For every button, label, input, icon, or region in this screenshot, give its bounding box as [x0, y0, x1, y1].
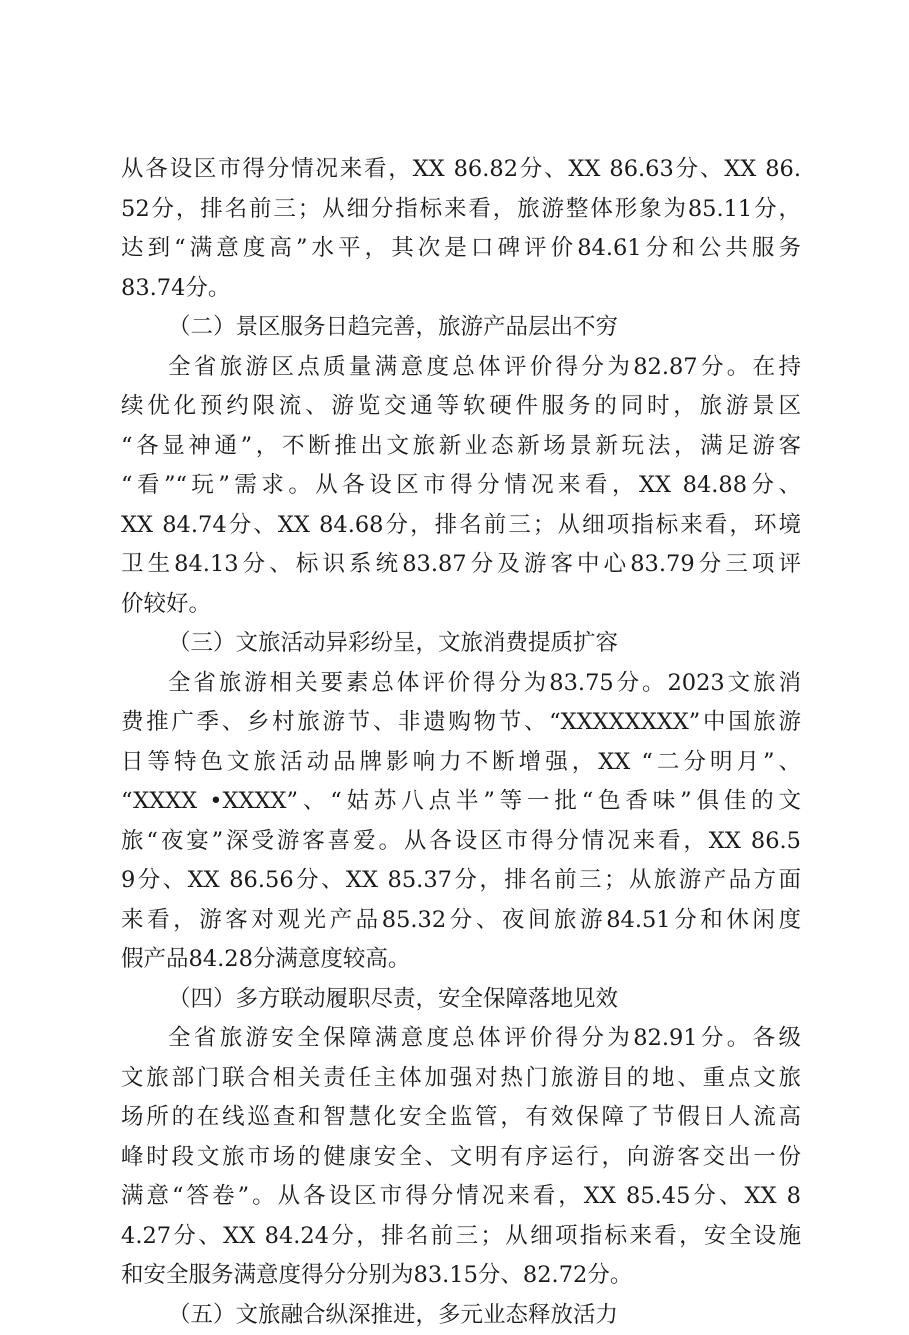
text-line: 续优化预约限流、游览交通等软硬件服务的同时，旅游景区 [121, 387, 801, 427]
text-line: 从各设区市得分情况来看，XX 86.82分、XX 86.63分、XX 86. [121, 150, 801, 190]
text-line: 4.27分、XX 84.24分，排名前三；从细项指标来看，安全设施 [121, 1217, 801, 1257]
text-line: “看”“玩”需求。从各设区市得分情况来看，XX 84.88分、 [121, 466, 801, 506]
text-line: 9分、XX 86.56分、XX 85.37分，排名前三；从旅游产品方面 [121, 861, 801, 901]
text-line: 旅“夜宴”深受游客喜爱。从各设区市得分情况来看，XX 86.5 [121, 822, 801, 862]
text-line: 文旅部门联合相关责任主体加强对热门旅游目的地、重点文旅 [121, 1059, 801, 1099]
text-line: 峰时段文旅市场的健康安全、文明有序运行，向游客交出一份 [121, 1138, 801, 1178]
text-line: 场所的在线巡查和智慧化安全监管，有效保障了节假日人流高 [121, 1098, 801, 1138]
section-heading-2: （二）景区服务日趋完善，旅游产品层出不穷 [121, 308, 801, 348]
text-line: 价较好。 [121, 585, 801, 625]
text-line: 全省旅游安全保障满意度总体评价得分为82.91分。各级 [121, 1019, 801, 1059]
text-line: 满意“答卷”。从各设区市得分情况来看，XX 85.45分、XX 8 [121, 1177, 801, 1217]
text-line: 费推广季、乡村旅游节、非遗购物节、“XXXXXXXX”中国旅游 [121, 703, 801, 743]
text-line: 全省旅游相关要素总体评价得分为83.75分。2023文旅消 [121, 664, 801, 704]
text-line: 卫生84.13分、标识系统83.87分及游客中心83.79分三项评 [121, 545, 801, 585]
section-heading-5: （五）文旅融合纵深推进，多元业态释放活力 [121, 1296, 801, 1335]
text-line: 日等特色文旅活动品牌影响力不断增强，XX “二分明月”、 [121, 743, 801, 783]
text-line: 和安全服务满意度得分分别为83.15分、82.72分。 [121, 1256, 801, 1296]
section-heading-3: （三）文旅活动异彩纷呈，文旅消费提质扩容 [121, 624, 801, 664]
section-heading-4: （四）多方联动履职尽责，安全保障落地见效 [121, 980, 801, 1020]
text-line: XX 84.74分、XX 84.68分，排名前三；从细项指标来看，环境 [121, 506, 801, 546]
text-line: “各显神通”，不断推出文旅新业态新场景新玩法，满足游客 [121, 427, 801, 467]
text-line: 假产品84.28分满意度较高。 [121, 940, 801, 980]
text-line: 83.74分。 [121, 269, 801, 309]
text-line: “XXXX •XXXX”、“姑苏八点半”等一批“色香味”俱佳的文 [121, 782, 801, 822]
text-line: 来看，游客对观光产品85.32分、夜间旅游84.51分和休闲度 [121, 901, 801, 941]
document-body [121, 150, 801, 1335]
text-line: 达到“满意度高”水平，其次是口碑评价84.61分和公共服务 [121, 229, 801, 269]
text-line: 52分，排名前三；从细分指标来看，旅游整体形象为85.11分， [121, 190, 801, 230]
text-line: 全省旅游区点质量满意度总体评价得分为82.87分。在持 [121, 348, 801, 388]
